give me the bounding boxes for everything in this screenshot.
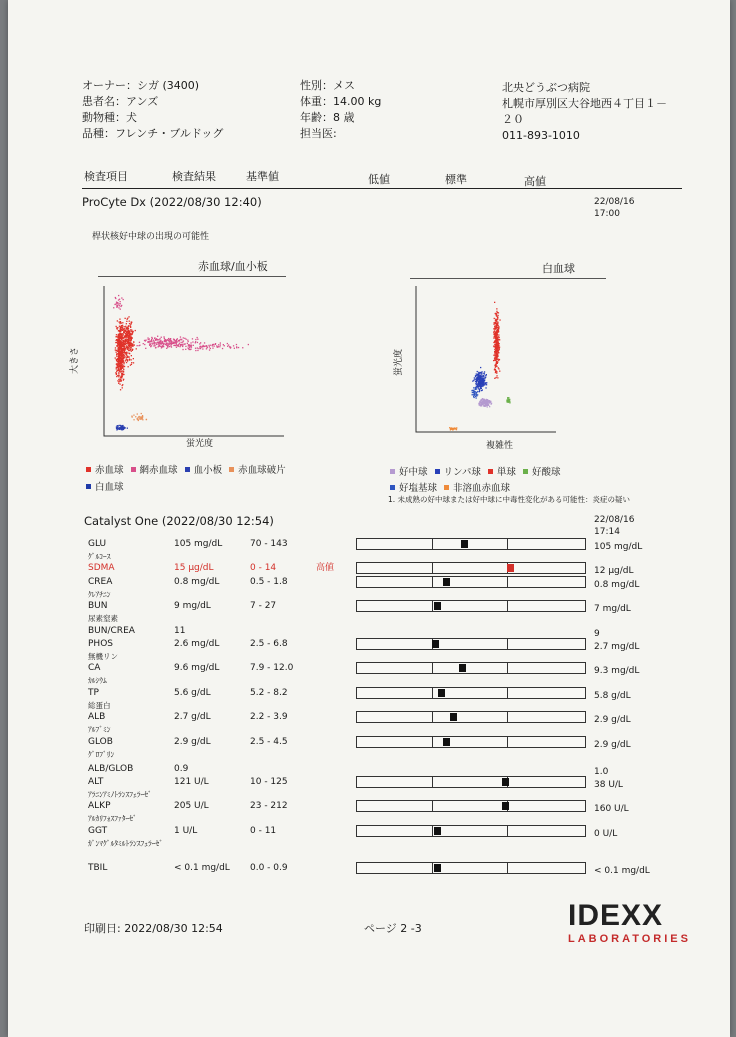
retic-cluster [137, 336, 202, 350]
range-bar [356, 538, 586, 550]
legend-swatch-mono [488, 469, 493, 474]
range-bar [356, 711, 586, 723]
result-name-jp: 尿素窒素 [88, 614, 118, 623]
clinic-phone: 011-893-1010 [502, 129, 580, 142]
result-value: < 0.1 mg/dL [174, 863, 230, 873]
result-reference: 2.5 - 4.5 [250, 737, 288, 747]
range-marker [434, 602, 441, 610]
catalyst-prev-date: 22/08/16 [594, 515, 635, 525]
range-marker [434, 827, 441, 835]
range-divider [432, 737, 433, 747]
range-bar [356, 600, 586, 612]
result-value: 9.6 mg/dL [174, 663, 220, 673]
result-value: 0.8 mg/dL [174, 577, 220, 587]
previous-value: 2.9 g/dL [594, 740, 631, 750]
range-bar [356, 862, 586, 874]
wbc-xlabel: 複雑性 [486, 441, 514, 451]
clinic-address-2: ２０ [502, 113, 524, 126]
result-reference: 2.2 - 3.9 [250, 712, 288, 722]
result-value: 11 [174, 626, 186, 636]
retic-upper [113, 295, 124, 310]
range-marker [502, 802, 509, 810]
range-divider [507, 863, 508, 873]
previous-value: 9.3 mg/dL [594, 666, 640, 676]
result-name: ALB/GLOB [88, 764, 134, 774]
previous-value: 1.0 [594, 767, 609, 777]
range-bar [356, 562, 586, 574]
wbc-scatter-plot [410, 282, 560, 438]
result-value: 2.6 mg/dL [174, 639, 220, 649]
range-divider [507, 577, 508, 587]
range-divider [507, 639, 508, 649]
legend-swatch-eos [523, 469, 528, 474]
print-date: 印刷日: 2022/08/30 12:54 [84, 922, 223, 935]
weight: 体重：14.00 kg [300, 95, 382, 108]
range-marker [461, 540, 468, 548]
result-name-jp: ｶﾙｼｳﾑ [88, 676, 107, 685]
previous-value: 160 U/L [594, 804, 629, 814]
range-marker [443, 738, 450, 746]
range-marker [450, 713, 457, 721]
nrbc-cluster [449, 427, 457, 431]
species: 動物種：犬 [82, 111, 137, 124]
range-marker [502, 778, 509, 786]
previous-value: 0.8 mg/dL [594, 580, 640, 590]
range-divider [432, 712, 433, 722]
col-reference: 基準値 [246, 170, 279, 183]
legend-swatch-plt [185, 467, 190, 472]
col-item: 検査項目 [84, 170, 128, 183]
range-divider [432, 663, 433, 673]
range-bar [356, 800, 586, 812]
range-divider [507, 663, 508, 673]
result-name: GLU [88, 539, 107, 549]
legend-lymph: リンパ球 [443, 467, 481, 478]
legend-baso: 好塩基球 [399, 483, 438, 494]
result-name-jp: 総蛋白 [88, 701, 111, 710]
logo-sub: LABORATORIES [568, 933, 691, 945]
range-divider [507, 688, 508, 698]
result-reference: 5.2 - 8.2 [250, 688, 288, 698]
legend-retic: 網赤血球 [139, 465, 178, 476]
page-number: ページ 2 -3 [364, 922, 422, 935]
plot-axes [416, 286, 556, 432]
legend-plt: 血小板 [193, 465, 223, 476]
plt-cluster [116, 425, 128, 431]
previous-value: 38 U/L [594, 780, 623, 790]
result-flag: 高値 [316, 563, 335, 573]
result-reference: 0 - 11 [250, 826, 277, 836]
breed: 品種：フレンチ・ブルドッグ [82, 127, 224, 140]
result-name: PHOS [88, 639, 113, 649]
result-name-jp: ｱﾙﾌﾞﾐﾝ [88, 725, 111, 734]
col-low: 低値 [368, 173, 390, 186]
legend-wbc: 白血球 [95, 482, 124, 493]
legend-swatch-wbc [86, 484, 91, 489]
result-reference: 0 - 14 [250, 563, 277, 573]
result-name: CREA [88, 577, 113, 587]
catalyst-title: Catalyst One (2022/08/30 12:54) [84, 514, 274, 528]
retic-tail [170, 342, 249, 351]
range-marker [507, 564, 514, 572]
range-divider [432, 577, 433, 587]
result-name: ALKP [88, 801, 111, 811]
rbc-ylabel: 大きさ [70, 346, 81, 375]
range-divider [432, 539, 433, 549]
wbc-footnote: 1. 未成熟の好中球または好中球に中毒性変化がある可能性：炎症の疑い [388, 495, 631, 504]
result-value: 1 U/L [174, 826, 198, 836]
range-divider [507, 826, 508, 836]
result-name-jp: ｸﾞﾙｺｰｽ [88, 552, 111, 561]
eos-cluster [506, 397, 510, 403]
rbc-scatter-plot [98, 282, 288, 442]
rbc-xlabel: 蛍光度 [186, 439, 214, 449]
logo-main: IDEXX [568, 899, 664, 932]
result-name-jp: ｱﾙｶﾘﾌｫｽﾌｧﾀｰｾﾞ [88, 814, 137, 823]
result-reference: 0.0 - 0.9 [250, 863, 288, 873]
wbc-ylabel: 蛍光度 [394, 348, 405, 377]
result-value: 5.6 g/dL [174, 688, 211, 698]
procyte-note: 桿状核好中球の出現の可能性 [92, 232, 210, 242]
result-value: 2.7 g/dL [174, 712, 211, 722]
range-bar [356, 576, 586, 588]
range-bar [356, 825, 586, 837]
previous-value: 0 U/L [594, 829, 618, 839]
neut-cluster [478, 398, 492, 408]
range-marker [432, 640, 439, 648]
range-marker [459, 664, 466, 672]
result-reference: 0.5 - 1.8 [250, 577, 288, 587]
range-divider [432, 801, 433, 811]
range-marker [438, 689, 445, 697]
wbc-legend [390, 464, 560, 478]
veterinarian: 担当医: [300, 127, 337, 140]
range-bar [356, 638, 586, 650]
legend-swatch-baso [390, 485, 395, 490]
legend-eos: 好酸球 [531, 467, 561, 478]
catalyst-prev-time: 17:14 [594, 527, 620, 537]
result-name: TBIL [88, 863, 108, 873]
range-bar [356, 662, 586, 674]
result-value: 0.9 [174, 764, 189, 774]
plot-axes [104, 286, 284, 436]
result-reference: 7 - 27 [250, 601, 277, 611]
col-high: 高値 [524, 175, 546, 188]
previous-value: 2.7 mg/dL [594, 642, 640, 652]
result-value: 15 μg/dL [174, 563, 214, 573]
legend-swatch-neut [390, 469, 395, 474]
previous-value: 105 mg/dL [594, 542, 643, 552]
range-divider [432, 688, 433, 698]
result-name: CA [88, 663, 101, 673]
range-divider [507, 737, 508, 747]
previous-value: 12 μg/dL [594, 566, 634, 576]
legend-frag: 赤血球破片 [238, 465, 286, 476]
result-name: SDMA [88, 563, 115, 573]
rbc-title-rule [98, 276, 286, 277]
result-name-jp: ｱﾗﾆﾝｱﾐﾉﾄﾗﾝｽﾌｪﾗｰｾﾞ [88, 790, 152, 799]
result-reference: 10 - 125 [250, 777, 288, 787]
rbc-plot-title: 赤血球/血小板 [198, 260, 268, 273]
result-name: TP [88, 688, 99, 698]
wbc-plot-title: 白血球 [542, 262, 575, 275]
col-result: 検査結果 [172, 170, 216, 183]
legend-mono: 単球 [496, 467, 516, 478]
frag-cluster [131, 413, 147, 421]
report-paper [8, 0, 730, 1037]
legend-swatch-rbc [86, 467, 91, 472]
legend-swatch-frag [229, 467, 234, 472]
baso-cluster [471, 387, 478, 399]
legend-swatch-nrbc [444, 485, 449, 490]
rbc-legend-2 [86, 479, 124, 493]
procyte-prev-date: 22/08/16 [594, 197, 635, 207]
range-bar [356, 776, 586, 788]
clinic-name: 北央どうぶつ病院 [502, 81, 590, 94]
sex: 性別：メス [300, 79, 355, 92]
lymph-cluster [472, 367, 487, 392]
range-divider [507, 539, 508, 549]
range-bar [356, 687, 586, 699]
result-value: 9 mg/dL [174, 601, 211, 611]
result-name-jp: ｶﾞﾝﾏｸﾞﾙﾀﾐﾙﾄﾗﾝｽﾌｪﾗｰｾﾞ [88, 839, 163, 848]
result-value: 121 U/L [174, 777, 209, 787]
procyte-prev-time: 17:00 [594, 209, 620, 219]
previous-value: 7 mg/dL [594, 604, 631, 614]
result-name: ALB [88, 712, 106, 722]
result-name: GGT [88, 826, 108, 836]
range-divider [507, 601, 508, 611]
previous-value: 5.8 g/dL [594, 691, 631, 701]
col-normal: 標準 [445, 173, 467, 186]
result-name: BUN [88, 601, 108, 611]
mono-cluster [493, 302, 501, 379]
legend-swatch-lymph [435, 469, 440, 474]
age: 年齢：8 歳 [300, 111, 355, 124]
result-name: GLOB [88, 737, 113, 747]
range-divider [432, 563, 433, 573]
result-name-jp: ｸﾚｱﾁﾆﾝ [88, 590, 111, 599]
patient-name: 患者名：アンズ [82, 95, 159, 108]
range-marker [443, 578, 450, 586]
result-reference: 23 - 212 [250, 801, 288, 811]
rbc-legend [86, 462, 286, 476]
wbc-legend-2 [390, 480, 510, 494]
range-divider [432, 777, 433, 787]
previous-value: 9 [594, 629, 600, 639]
procyte-title: ProCyte Dx (2022/08/30 12:40) [82, 195, 262, 209]
header-rule [82, 188, 682, 189]
legend-neut: 好中球 [399, 467, 428, 478]
result-name-jp: 無機リン [88, 652, 118, 661]
range-marker [434, 864, 441, 872]
idexx-logo [568, 901, 691, 945]
result-reference: 2.5 - 6.8 [250, 639, 288, 649]
result-value: 2.9 g/dL [174, 737, 211, 747]
owner-label: オーナー：シガ (3400) [82, 79, 200, 92]
result-name-jp: ｸﾞﾛﾌﾞﾘﾝ [88, 750, 115, 759]
result-name: BUN/CREA [88, 626, 135, 636]
previous-value: 2.9 g/dL [594, 715, 631, 725]
result-name: ALT [88, 777, 104, 787]
range-divider [507, 712, 508, 722]
result-reference: 7.9 - 12.0 [250, 663, 294, 673]
clinic-address-1: 札幌市厚別区大谷地西４丁目１－ [502, 97, 667, 110]
result-reference: 70 - 143 [250, 539, 288, 549]
result-value: 105 mg/dL [174, 539, 223, 549]
range-bar [356, 736, 586, 748]
result-value: 205 U/L [174, 801, 209, 811]
legend-swatch-retic [131, 467, 136, 472]
legend-rbc: 赤血球 [95, 465, 124, 476]
previous-value: < 0.1 mg/dL [594, 866, 650, 876]
legend-nrbc: 非溶血赤血球 [453, 483, 511, 494]
wbc-title-rule [410, 278, 606, 279]
